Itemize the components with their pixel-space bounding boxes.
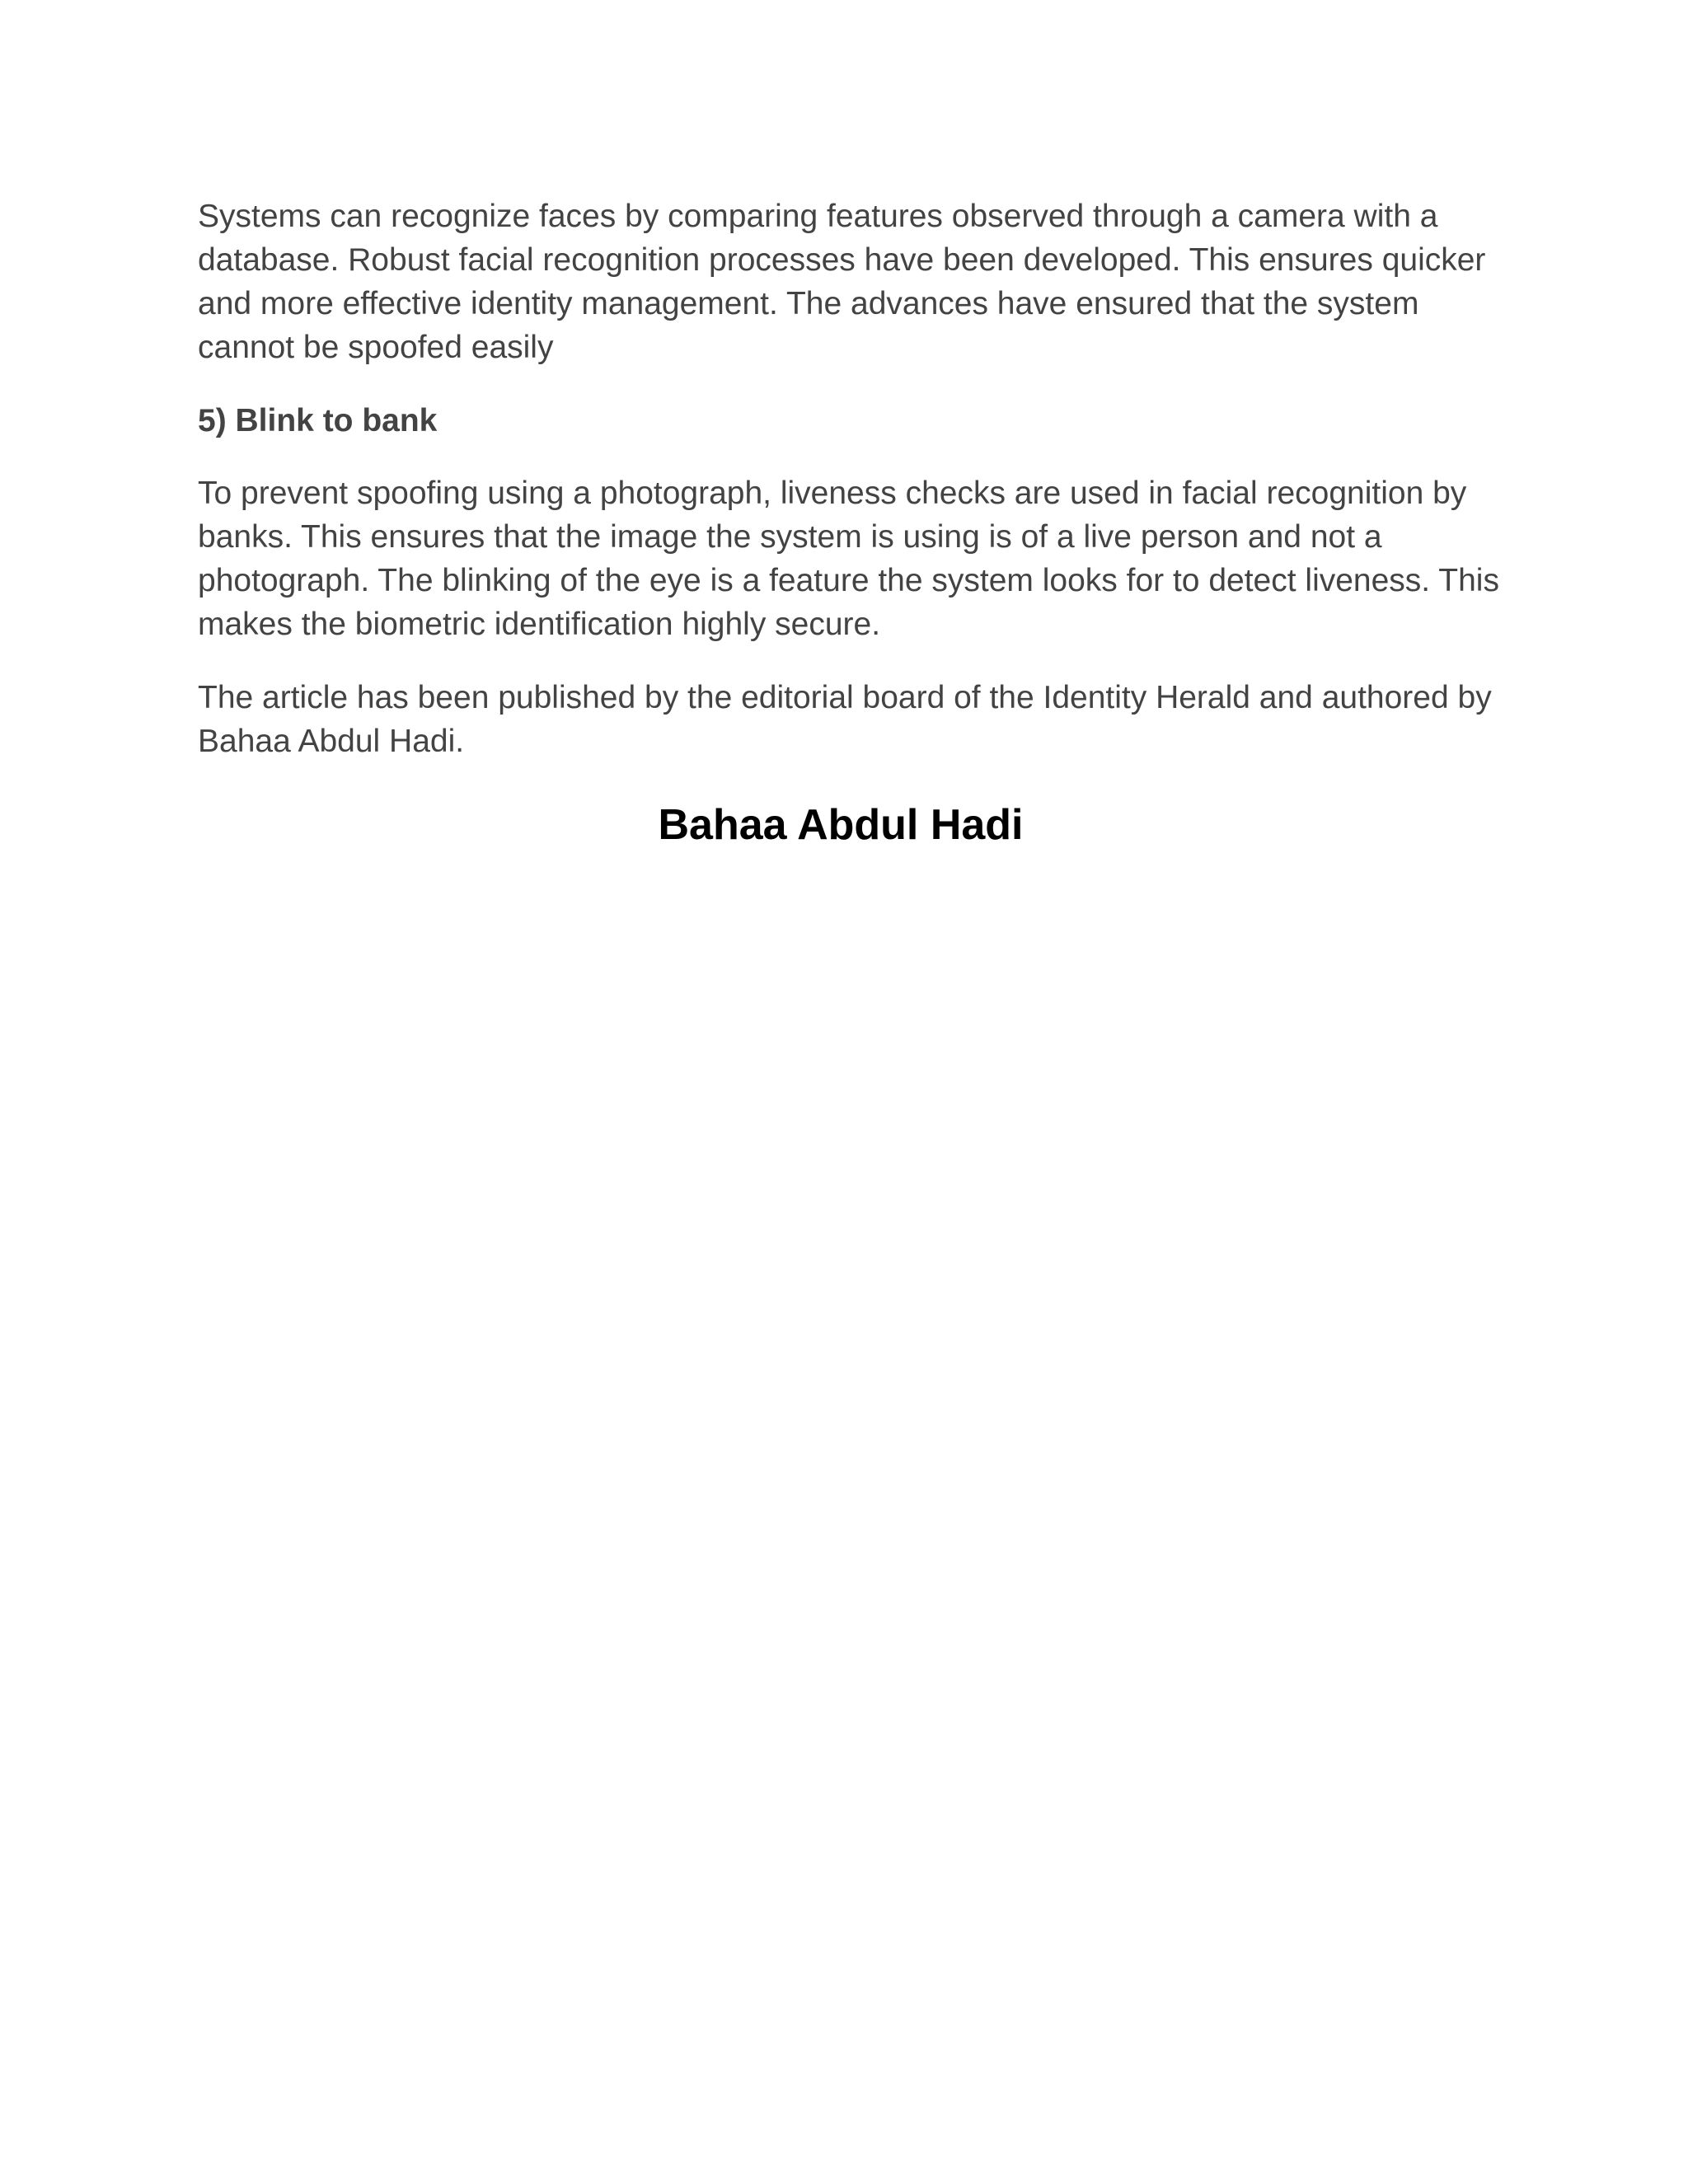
document-body bbox=[198, 194, 1500, 850]
section-heading-blink-to-bank: 5) Blink to bank bbox=[198, 403, 438, 438]
paragraph-publication-note: The article has been published by the editorial board of the Identity Herald and authored by Bahaa Abdul Hadi. bbox=[198, 680, 1492, 759]
paragraph-face-recognition: Systems can recognize faces by comparing features observed through a camera with a database. Robust facial recognition processes have been developed. This ensures quicker and more effective identity management. The advances have ensured that the system cannot be spoofed easily bbox=[198, 199, 1486, 365]
author-name-heading: Bahaa Abdul Hadi bbox=[658, 801, 1024, 849]
paragraph-liveness-checks: To prevent spoofing using a photograph, liveness checks are used in facial recognition by banks. This ensures that the image the system is using is of a live person and not a photograph. The blinking of the eye is a feature the system looks for to detect liveness. This makes the biometric identification highly secure. bbox=[198, 476, 1499, 642]
